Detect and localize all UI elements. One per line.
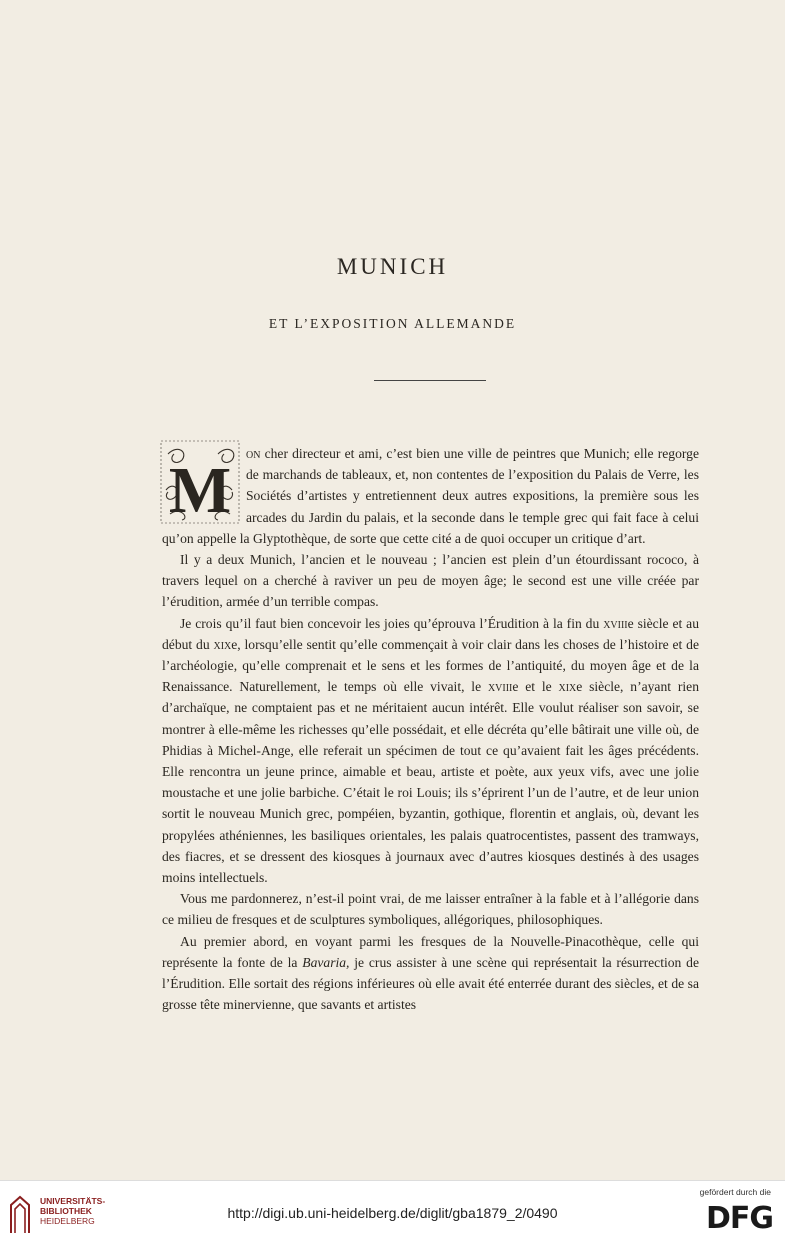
dfg-logo: DFG (705, 1201, 773, 1236)
paragraph-4: Vous me pardonnerez, n’est-il point vrai, de me laisser entraîner à la fable et à l’allégorie dans ce milieu de fresques et de sculptures symboliques, allégoriques, philosophiques. (162, 891, 699, 928)
library-name: UNIVERSITÄTS- BIBLIOTHEK HEIDELBERG (40, 1196, 106, 1226)
paragraph-3: Je crois qu’il faut bien concevoir les joies qu’éprouva l’Érudition à la fin du xviiie siècle et au début du xixe, lorsqu’elle sentit qu’elle commençait à voir clair dans les choses de l’histoire et de l’archéologie, qu’elle comprenait et le sens et les formes de l’antiquité, du moyen âge et de la Renaissance. Naturellement, le temps où elle vivait, le xviiie et le xixe siècle, n’ayant rien d’archaïque, ne comptaient pas et ne méritaient aucun intérêt. Elle voulut réaliser son savoir, se montrer à elle-même les richesses qu’elle possédait, et elle décréta qu’elle bâtirait une ville où, de Phidias à Michel-Ange, elle referait un spécimen de tout ce qu’avaient fait les âges précédents. Elle rencontra un jeune prince, aimable et beau, artiste et poète, aux yeux vifs, avec une jolie moustache et une jolie barbiche. C’était le roi Louis; ils s’éprirent l’un de l’autre, et de leur union sortit le nouveau Munich grec, pompéien, byzantin, gothique, florentin et anglais, où, devant les propylées athéniennes, les basiliques orientales, les palais quatrocentistes, passent des tramways, des fiacres, et se dressent des kiosques à journaux avec d’autres kiosques destinés à des usages moins intellectuels. (162, 615, 699, 886)
paragraph-1: on cher directeur et ami, c’est bien une ville de peintres que Munich; elle regorge de marchands de tableaux, et, non contentes de l’exposition du Palais de Verre, les Sociétés d’artistes y entretiennent deux autres expositions, la première sous les arcades du Jardin du palais, et la seconde dans le temple grec qui fait face à celui qu’on appelle la Glyptothèque, de sorte que cette cité a de quoi occuper un critique d’art. (162, 446, 699, 546)
article-subtitle: ET L’EXPOSITION ALLEMANDE (268, 316, 517, 331)
article-title: MUNICH (336, 254, 449, 279)
funding-note: gefördert durch die (699, 1187, 771, 1197)
footer-bar (0, 1180, 785, 1247)
title-rule (374, 380, 486, 381)
paragraph-5: Au premier abord, en voyant parmi les fresques de la Nouvelle-Pinacothèque, celle qui représente la fonte de la Bavaria, je crus assister à une scène qui représentait la résurrection de l’Érudition. Elle sortait des régions inférieures où elle avait été enterrée durant des siècles, et de sa grosse tête minervienne, que savants et artistes (162, 933, 699, 1013)
dropcap-letter: M (168, 454, 232, 524)
permalink-url[interactable]: http://digi.ub.uni-heidelberg.de/diglit/gba1879_2/0490 (227, 1205, 558, 1221)
article-body (162, 443, 699, 1015)
paragraph-2: Il y a deux Munich, l’ancien et le nouveau ; l’ancien est plein d’un étourdissant rococo, à travers lequel on a cherché à raviver un peu de moyen âge; le second est une ville créée par l’érudition, armée d’un terrible compas. (162, 552, 699, 610)
